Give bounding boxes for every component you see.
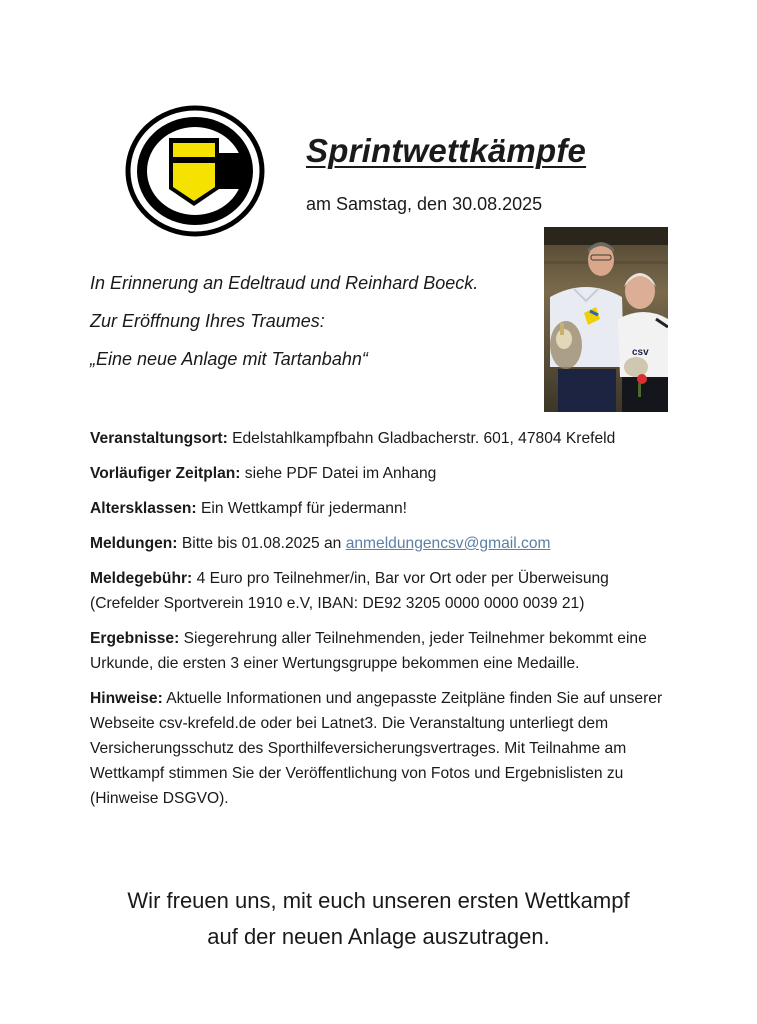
venue-label: Veranstaltungsort: bbox=[90, 430, 228, 447]
closing-line-2: auf der neuen Anlage auszutragen. bbox=[207, 924, 550, 949]
venue-info bbox=[90, 426, 680, 451]
closing-line-1: Wir freuen uns, mit euch unseren ersten Wettkampf bbox=[127, 888, 630, 913]
club-logo-graphic bbox=[125, 105, 265, 237]
fee-label: Meldegebühr: bbox=[90, 570, 193, 587]
memorial-block bbox=[90, 272, 530, 386]
fee-info bbox=[90, 566, 680, 616]
schedule-text: siehe PDF Datei im Anhang bbox=[240, 465, 437, 482]
svg-text:csv: csv bbox=[632, 347, 649, 358]
registration-email-link[interactable]: anmeldungencsv@gmail.com bbox=[345, 535, 551, 552]
notes-text: Aktuelle Informationen und angepasste Zeitpläne finden Sie auf unserer Webseite csv-krefeld.de oder bei Latnet3. Die Veranstaltung unterliegt dem Versicherungsschutz des Sporthilfeversicherungsvertrages. Mit Teilnahme am Wettkampf stimmen Sie der Veröffentlichung von Fotos und Ergebnislisten zu (Hinweise DSGVO). bbox=[90, 690, 663, 807]
results-info bbox=[90, 626, 680, 676]
event-info bbox=[90, 426, 680, 821]
age-groups-info bbox=[90, 496, 680, 521]
notes-label: Hinweise: bbox=[90, 690, 163, 707]
club-logo bbox=[125, 105, 265, 237]
memorial-line: In Erinnerung an Edeltraud und Reinhard Boeck. bbox=[90, 273, 479, 293]
memorial-line: „Eine neue Anlage mit Tartanbahn“ bbox=[90, 349, 368, 369]
venue-text: Edelstahlkampfbahn Gladbacherstr. 601, 47804 Krefeld bbox=[227, 430, 616, 447]
notes-info bbox=[90, 686, 680, 811]
results-text: Siegerehrung aller Teilnehmenden, jeder Teilnehmer bekommt eine Urkunde, die ersten 3 einer Wertungsgruppe bekommen eine Medaille. bbox=[90, 630, 647, 672]
page-title: Sprintwettkämpfe bbox=[306, 132, 587, 169]
registration-info bbox=[90, 531, 680, 556]
honorees-photo-graphic bbox=[544, 227, 668, 412]
age-groups-label: Altersklassen: bbox=[90, 500, 197, 517]
memorial-line: Zur Eröffnung Ihres Traumes: bbox=[90, 311, 325, 331]
registration-label: Meldungen: bbox=[90, 535, 178, 552]
honorees-photo bbox=[544, 227, 668, 412]
fee-text: 4 Euro pro Teilnehmer/in, Bar vor Ort oder per Überweisung (Crefelder Sportverein 1910 e.V, IBAN: DE92 3205 0000 0000 0039 21) bbox=[90, 570, 609, 612]
schedule-label: Vorläufiger Zeitplan: bbox=[90, 465, 241, 482]
closing-message bbox=[0, 883, 757, 955]
age-groups-text: Ein Wettkampf für jedermann! bbox=[196, 500, 407, 517]
schedule-info bbox=[90, 461, 680, 486]
registration-text: Bitte bis 01.08.2025 an bbox=[177, 535, 346, 552]
results-label: Ergebnisse: bbox=[90, 630, 180, 647]
event-date: am Samstag, den 30.08.2025 bbox=[306, 194, 543, 214]
